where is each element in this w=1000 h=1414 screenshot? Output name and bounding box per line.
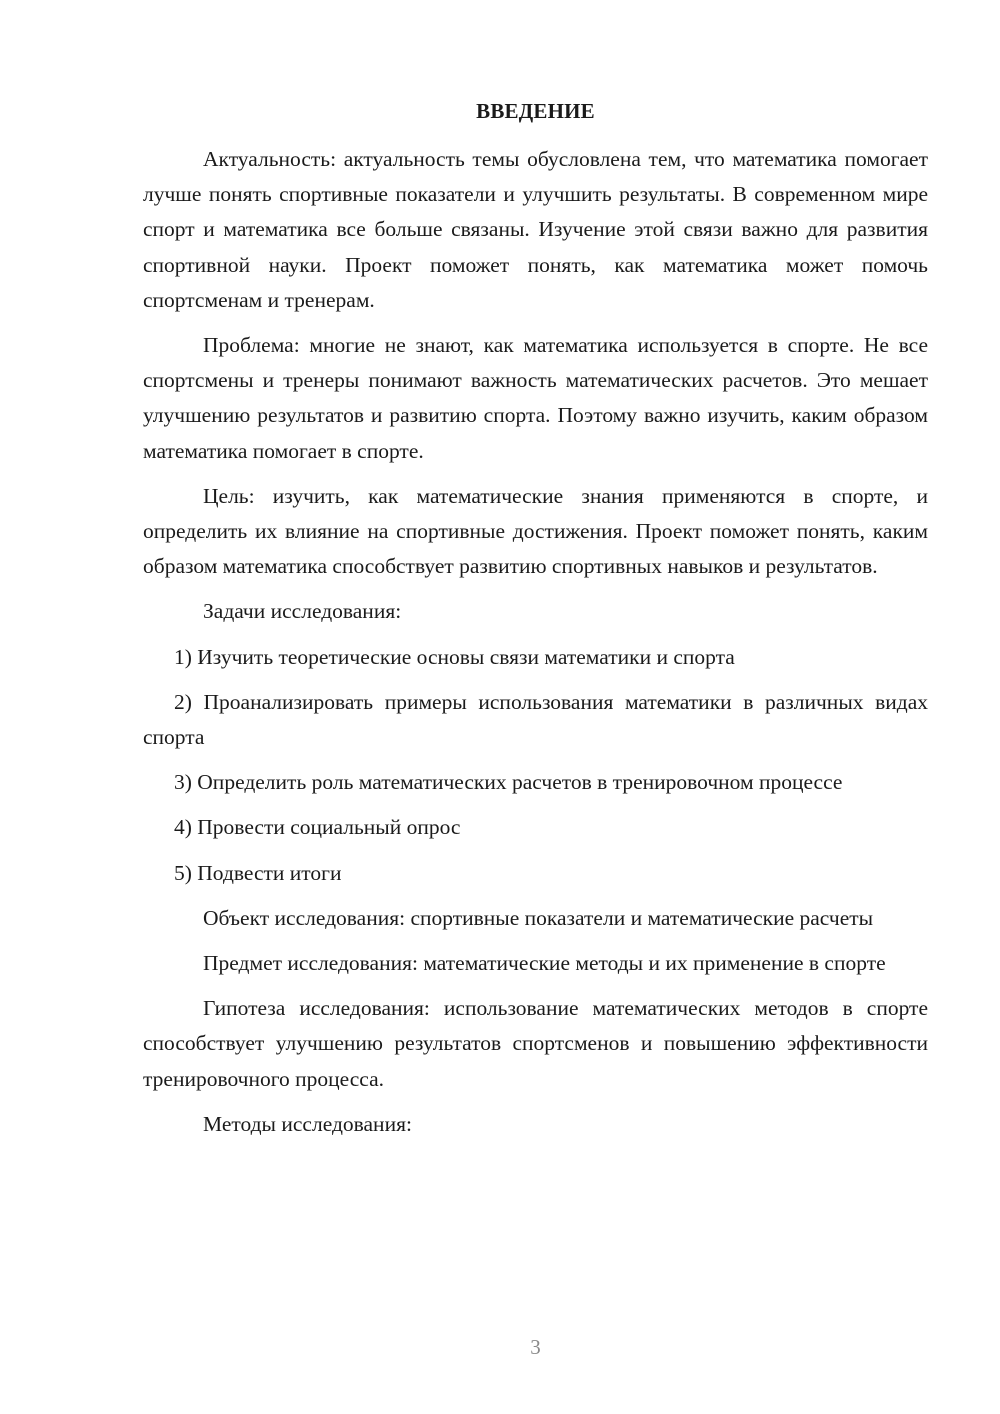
task-item-4: 4) Провести социальный опрос <box>174 815 461 840</box>
page-number: 3 <box>530 1335 541 1359</box>
paragraph-methods: Методы исследования: <box>203 1111 412 1136</box>
body-text <box>143 142 928 1152</box>
paragraph-object: Объект исследования: спортивные показатели и математические расчеты <box>203 905 874 930</box>
task-item-3: 3) Определить роль математических расчетов в тренировочном процессе <box>174 770 843 795</box>
paragraph-relevance: Актуальность: актуальность темы обусловлена тем, что математика помогает лучше понять спортивные показатели и улучшить результаты. В современном мире спорт и математика все больше связаны. Изучение этой связи важно для развития спортивной науки. Проект поможет понять, как математика может помочь спортсменам и тренерам. <box>143 147 928 312</box>
document-page <box>143 0 928 1414</box>
task-item-5: 5) Подвести итоги <box>174 860 342 885</box>
paragraph-problem: Проблема: многие не знают, как математика используется в спорте. Не все спортсмены и тренеры понимают важность математических расчетов. Это мешает улучшению результатов и развитию спорта. Поэтому важно изучить, каким образом математика помогает в спорте. <box>143 333 928 463</box>
paragraph-tasks-heading: Задачи исследования: <box>203 599 402 624</box>
section-title: ВВЕДЕНИЕ <box>476 99 595 123</box>
task-item-1: 1) Изучить теоретические основы связи математики и спорта <box>174 644 735 669</box>
paragraph-hypothesis: Гипотеза исследования: использование математических методов в спорте способствует улучшению результатов спортсменов и повышению эффективности тренировочного процесса. <box>143 996 928 1091</box>
task-item-2: 2) Проанализировать примеры использования математики в различных видах спорта <box>143 689 928 750</box>
paragraph-subject: Предмет исследования: математические методы и их применение в спорте <box>203 951 886 976</box>
paragraph-goal: Цель: изучить, как математические знания применяются в спорте, и определить их влияние на спортивные достижения. Проект поможет понять, каким образом математика способствует развитию спортивных навыков и результатов. <box>143 483 928 579</box>
